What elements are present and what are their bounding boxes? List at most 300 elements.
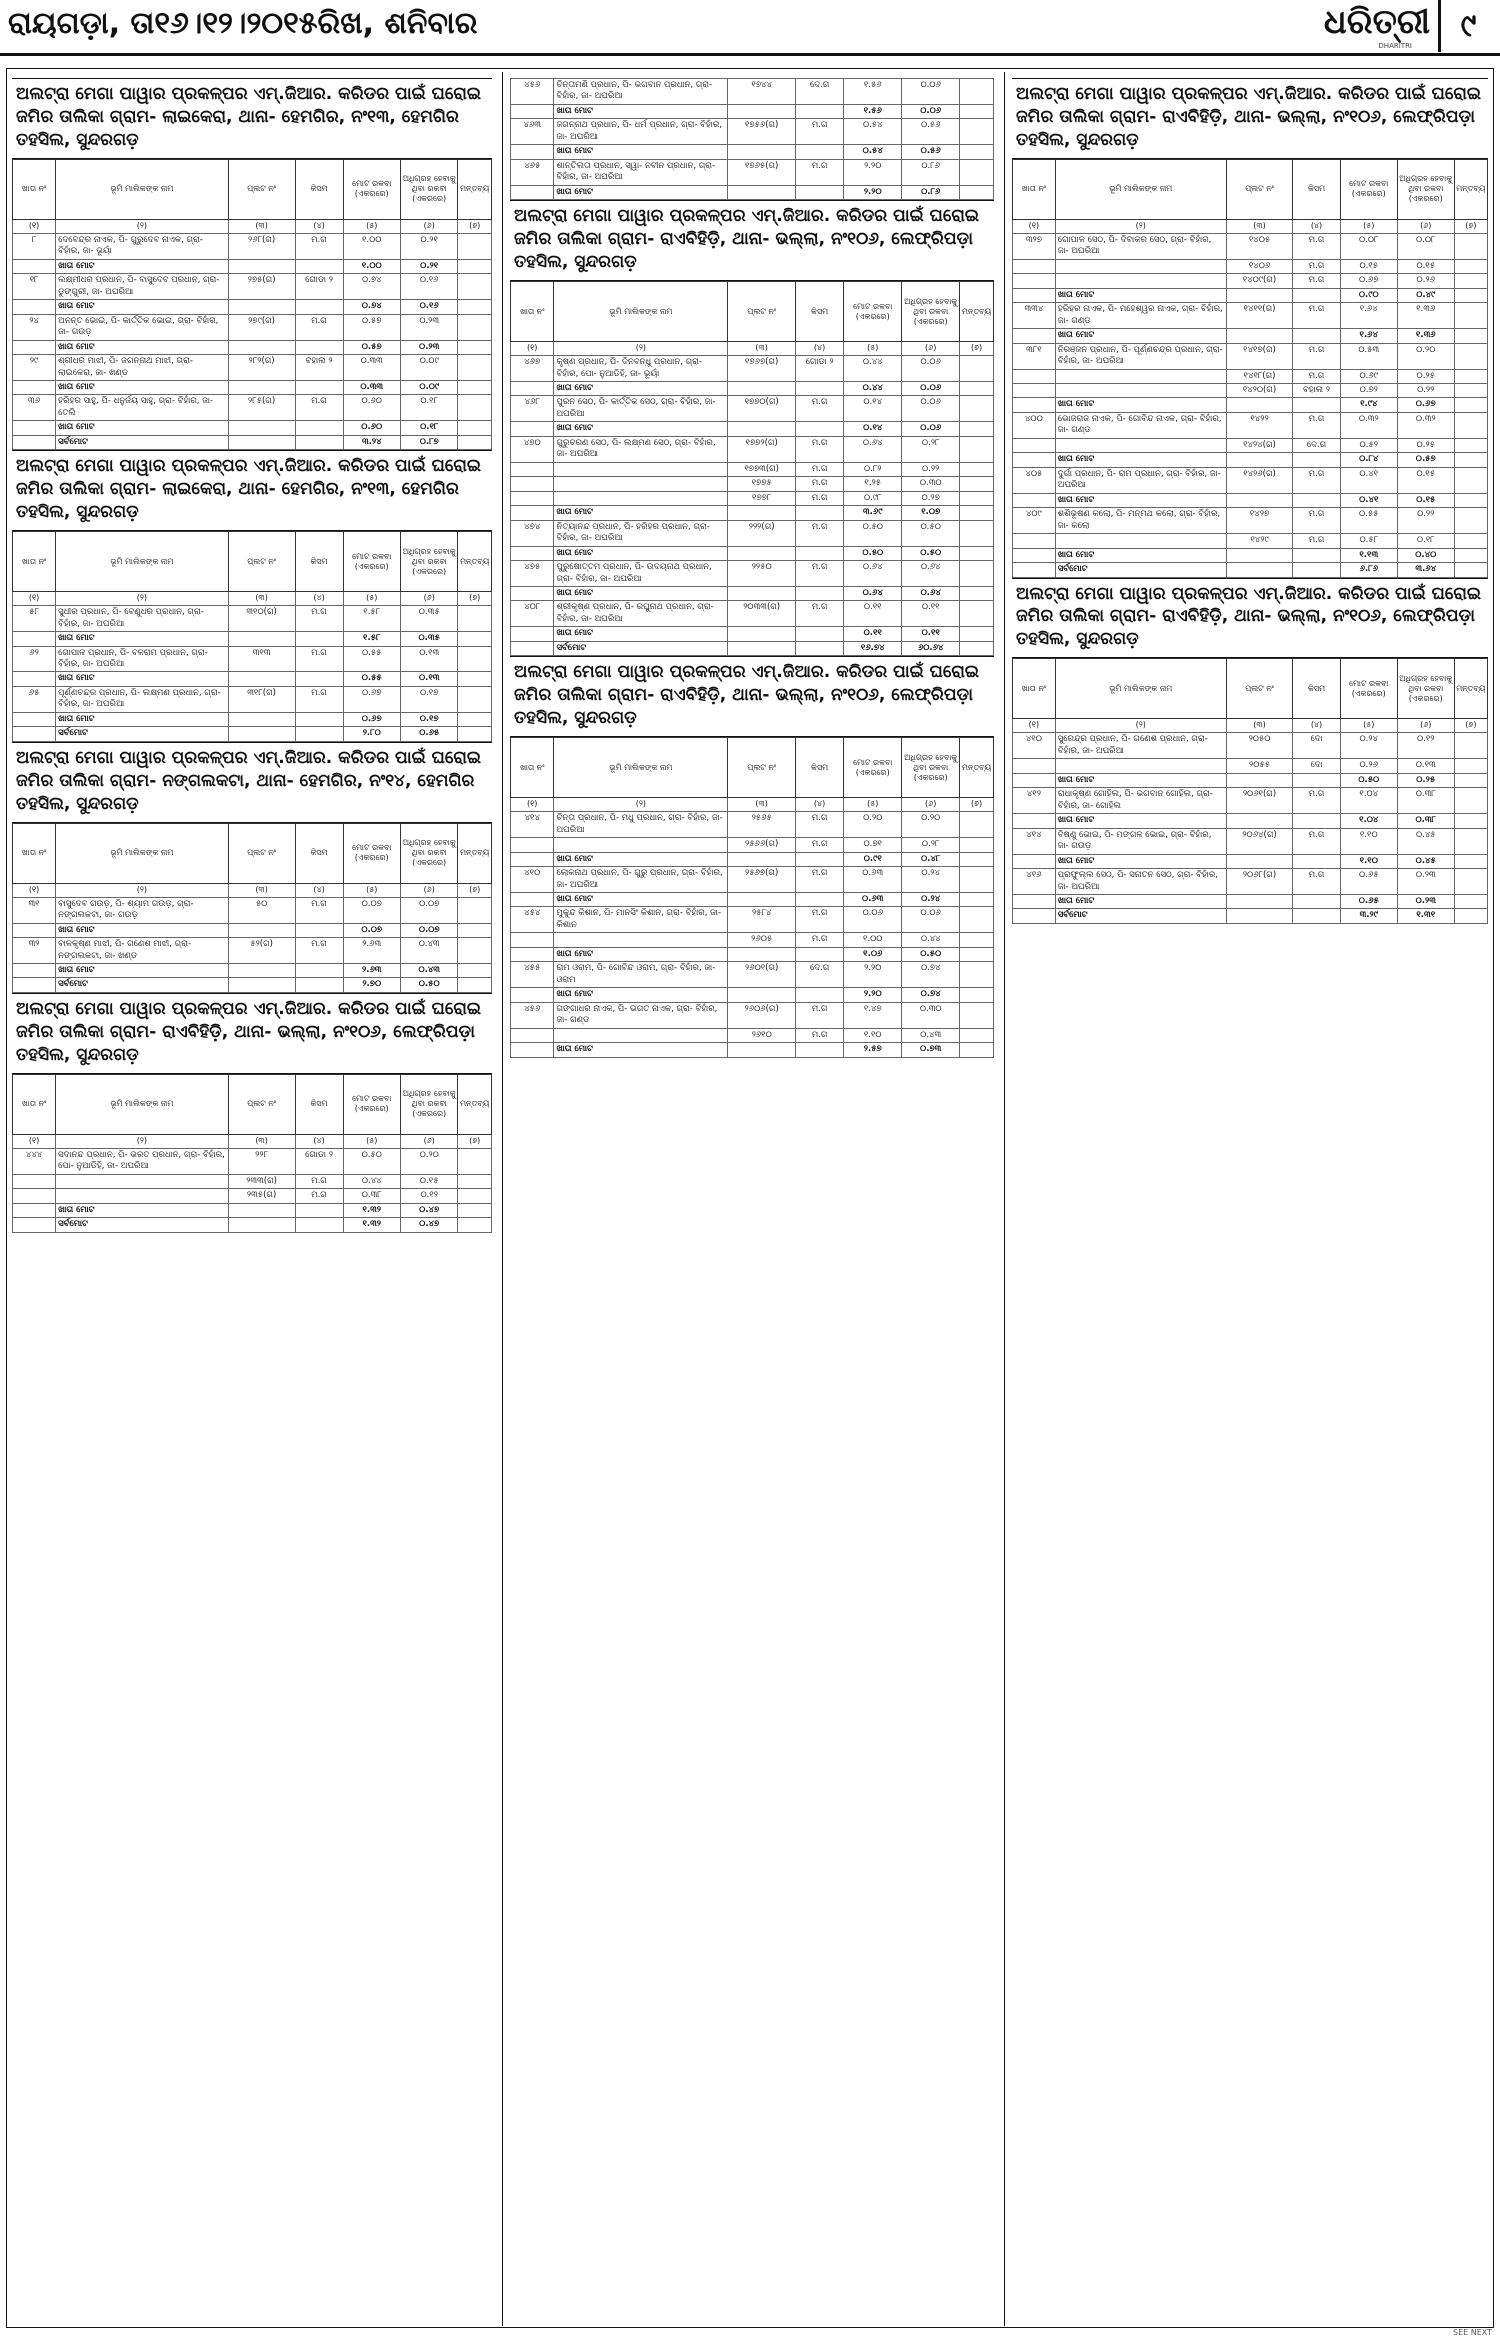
table-cell: ୦.୫୬: [902, 119, 960, 145]
table-cell: ୧୭୬୭(ଗ): [728, 356, 796, 382]
table-cell: [458, 233, 492, 259]
land-table: [1012, 658, 1488, 924]
table-row: [511, 838, 994, 852]
table-cell: ୩୨୭: [1013, 233, 1056, 259]
table-cell: [1454, 828, 1487, 854]
table-cell: [1013, 909, 1056, 923]
table-cell: ମ.ଗ: [295, 646, 343, 672]
table-cell: ୦.୦୮: [1397, 233, 1454, 259]
table-row: [1013, 788, 1488, 814]
table-cell: ୦.୩୨: [1340, 412, 1397, 438]
table-cell: [960, 1028, 994, 1042]
table-cell: ୦.୧୧: [902, 627, 960, 641]
table-cell: [960, 159, 994, 185]
table-cell: ୦.୨୦: [902, 812, 960, 838]
table-cell: [228, 1203, 295, 1217]
column-number: (୪): [795, 342, 843, 356]
table-cell: ଖାତା ମୋଟ: [554, 145, 728, 159]
table-cell: [728, 852, 796, 866]
table-cell: [1055, 438, 1226, 452]
table-cell: ୨୩୫(ଗ): [228, 1189, 295, 1203]
column-number: (୪): [1293, 719, 1341, 733]
table-row: [511, 852, 994, 866]
table-cell: ମ.ଗ: [1293, 869, 1341, 895]
table-cell: ସର୍ବମୋଟ: [554, 641, 728, 655]
table-cell: [1013, 548, 1056, 562]
table-row: [13, 1174, 492, 1188]
notice-title: ଅଲଟ୍ରା ମେଗା ପାୱାର ପ୍ରକଳ୍ପର ଏମ୍.ଜିଆର. କରିଡର ପାଇଁ ଘରୋଇ ଜମିର ତାଲିକା ଗ୍ରାମ- ରାଏବିହିଡ଼ି, ଥାନା- ଭଲ୍ଲା, ନଂ୧୦୬, ଲେଫ୍ରିପଡ଼ା ତହସିଲ, ସୁନ୍ଦରଗଡ଼: [510, 656, 994, 737]
table-cell: [458, 672, 492, 686]
table-cell: [1293, 398, 1341, 412]
table-row: [13, 300, 492, 314]
table-cell: ୧.୫୬: [844, 79, 902, 105]
table-header-row: [511, 282, 994, 342]
table-cell: ସର୍ବମୋଟ: [56, 435, 228, 449]
table-cell: [1226, 548, 1293, 562]
table-cell: [1013, 329, 1056, 343]
table-cell: ୦.୨୦: [400, 1148, 457, 1174]
column-number: (୭): [960, 342, 994, 356]
table-cell: ୪୬୩: [511, 119, 554, 145]
table-cell: [1226, 493, 1293, 507]
table-row: [13, 314, 492, 340]
notice-block: [12, 742, 492, 993]
table-cell: [511, 838, 554, 852]
table-cell: ହରିହର ସାହୁ, ପି- ଧନୁର୍ଜୟ ସାହୁ, ଗ୍ରା- ବିହାଁର, ଜା- ତେଲି: [56, 395, 228, 421]
table-cell: [960, 79, 994, 105]
table-row: [511, 907, 994, 933]
column-header: ମନ୍ତବ୍ୟ: [458, 159, 492, 219]
table-cell: ୦.୫୦: [343, 1148, 400, 1174]
table-cell: [13, 1203, 56, 1217]
table-cell: ସର୍ବମୋଟ: [1055, 563, 1226, 577]
table-cell: [1226, 563, 1293, 577]
table-row: [1013, 869, 1488, 895]
column-header: କିସମ: [295, 532, 343, 592]
table-cell: [458, 340, 492, 354]
table-cell: ୧.୬୪: [1340, 303, 1397, 329]
table-row: [13, 1189, 492, 1203]
table-cell: ୦.୩୫: [400, 632, 457, 646]
table-cell: ୪୭୫: [511, 561, 554, 587]
table-cell: ୨୦୫୫: [1226, 759, 1293, 773]
table-cell: ୪୧୪: [511, 812, 554, 838]
column-header: ଭୂମି ମାଲିକଙ୍କ ନାମ: [1055, 659, 1226, 719]
table-cell: ଭୋଜରାଜ ନାଏକ, ପି- ଗୋବିନ୍ଦ ନାଏକ, ଗ୍ରା- ବିହାଁର, ଜା- ଗଣ୍ଡ: [1055, 412, 1226, 438]
table-cell: ୦.୪୩: [400, 938, 457, 964]
notice-title: ଅଲଟ୍ରା ମେଗା ପାୱାର ପ୍ରକଳ୍ପର ଏମ୍.ଜିଆର. କରିଡର ପାଇଁ ଘରୋଇ ଜମିର ତାଲିକା ଗ୍ରାମ- ନଙ୍ଗଲକଟା, ଥାନା- ହେମଗିର, ନଂ୧୪, ହେମଗିର ତହସିଲ, ସୁନ୍ଦରଗଡ଼: [12, 742, 492, 823]
table-cell: ସର୍ବମୋଟ: [1055, 909, 1226, 923]
table-cell: ଶ୍ରୀକୃଷ୍ଣ ପ୍ରଧାନ, ପି- ରଘୁନାଥ ପ୍ରଧାନ, ଗ୍ରା- ବିହାଁର, ଜା- ଅଘରିଆ: [554, 601, 728, 627]
table-row: [13, 1203, 492, 1217]
table-cell: ୦.୯୦: [1340, 288, 1397, 302]
table-cell: ୨.୨୦: [844, 962, 902, 988]
table-cell: [960, 462, 994, 476]
notice-block: [12, 993, 492, 1233]
table-cell: ୨୮୫(ଗ): [228, 395, 295, 421]
table-cell: ୦.୨୪: [902, 867, 960, 893]
table-row: [1013, 383, 1488, 397]
table-cell: ୨୫୮୪: [728, 907, 796, 933]
column-header: କିସମ: [795, 738, 843, 798]
table-cell: ୦.୩୩: [343, 380, 400, 394]
table-cell: [1013, 288, 1056, 302]
column-header: ଭୂମି ମାଲିକଙ୍କ ନାମ: [1055, 159, 1226, 219]
table-row: [511, 396, 994, 422]
column-number: (୬): [400, 1134, 457, 1148]
table-cell: ୨.୨୦: [844, 159, 902, 185]
column-number: (୨): [1055, 719, 1226, 733]
table-row: [13, 1218, 492, 1232]
table-cell: [1013, 534, 1056, 548]
table-cell: ୩.୨୪: [343, 435, 400, 449]
table-row: [1013, 534, 1488, 548]
table-row: [511, 561, 994, 587]
table-cell: ୪୧୦: [511, 867, 554, 893]
table-cell: ୨୩୩(ଗ): [228, 1174, 295, 1188]
table-cell: ୦.୩୦: [902, 1002, 960, 1028]
column-3: [1012, 78, 1488, 924]
table-cell: ୨୫୬୬(ଗ): [728, 838, 796, 852]
table-cell: [458, 259, 492, 273]
table-cell: [960, 381, 994, 395]
column-number: (୩): [728, 798, 796, 812]
table-cell: [511, 145, 554, 159]
table-cell: [795, 422, 843, 436]
notice-block: [510, 656, 994, 1057]
table-cell: ୦.୫୫: [343, 646, 400, 672]
dateline: ରାୟଗଡ଼ା, ତା୧୬।୧୨।୨୦୧୫ରିଖ, ଶନିବାର: [8, 6, 478, 41]
table-header-row: [13, 532, 492, 592]
table-cell: [960, 477, 994, 491]
column-header: ଖାତା ନଂ: [13, 1074, 56, 1134]
table-row: [1013, 438, 1488, 452]
table-cell: [1226, 854, 1293, 868]
table-cell: [1013, 259, 1056, 273]
table-cell: ୦.୨୫: [1397, 369, 1454, 383]
table-cell: ୨୭୯(ଗ): [228, 314, 295, 340]
column-header: ମୋଟ ରକବା (ଏକରରେ): [343, 823, 400, 883]
table-cell: ମ.ଗ: [795, 907, 843, 933]
table-cell: [960, 892, 994, 906]
table-cell: ୦.୧୪: [844, 396, 902, 422]
column-header: ମୋଟ ରକବା (ଏକରରେ): [1340, 159, 1397, 219]
table-cell: [511, 627, 554, 641]
column-header: ମୋଟ ରକବା (ଏକରରେ): [1340, 659, 1397, 719]
table-cell: ୦.୦୯: [400, 380, 457, 394]
column-number: (୬): [400, 592, 457, 606]
column-header: ଅଧିଗ୍ରହ ହେବାକୁ ଥିବା ରକବା (ଏକରରେ): [902, 282, 960, 342]
column-header: ଭୂମି ମାଲିକଙ୍କ ନାମ: [554, 282, 728, 342]
table-row: [13, 395, 492, 421]
table-cell: ଖାତା ମୋଟ: [56, 340, 228, 354]
table-cell: ଖାତା ମୋଟ: [56, 923, 228, 937]
table-cell: ୨.୭୦: [343, 978, 400, 992]
table-cell: ୦.୧୭: [400, 686, 457, 712]
column-header: ପ୍ଲଟ ନଂ: [728, 282, 796, 342]
table-cell: ଶ୍ରୀଧର ମାଝୀ, ପି- ଜଗନ୍ନାଥ ମାଝୀ, ଗ୍ରା- ଲାଇକେରା, ଜା- ଖଣ୍ଡ: [56, 355, 228, 381]
table-cell: [458, 380, 492, 394]
table-cell: [511, 933, 554, 947]
column-number-row: [511, 342, 994, 356]
column-2: [510, 78, 994, 1058]
table-cell: ୦.୧୫: [1397, 467, 1454, 493]
table-cell: ମ.ଗ: [1293, 534, 1341, 548]
table-cell: [554, 1028, 728, 1042]
table-cell: ୦.୬୩: [844, 867, 902, 893]
column-header: ମୋଟ ରକବା (ଏକରରେ): [844, 282, 902, 342]
table-cell: ମ.ଗ: [1293, 259, 1341, 273]
table-cell: [511, 947, 554, 961]
table-cell: ୦.୭୩: [902, 1043, 960, 1057]
table-cell: ୨୦୬୪(ଗ): [1226, 828, 1293, 854]
table-cell: [728, 506, 796, 520]
table-cell: [728, 422, 796, 436]
table-cell: ଖାତା ମୋଟ: [56, 300, 228, 314]
table-cell: [1454, 259, 1487, 273]
table-cell: ମ.ଗ: [295, 1189, 343, 1203]
table-cell: [1454, 303, 1487, 329]
table-cell: ୧.୩୬: [1397, 303, 1454, 329]
table-row: [1013, 453, 1488, 467]
notice-block: [510, 200, 994, 656]
table-cell: ୧୭୭୩(ଗ): [728, 462, 796, 476]
table-cell: ବହାଲ ୨: [295, 355, 343, 381]
table-cell: ୬୨: [13, 646, 56, 672]
table-cell: [1013, 854, 1056, 868]
table-cell: ୦.୫୫: [343, 672, 400, 686]
table-row: [1013, 563, 1488, 577]
table-cell: ୨୦୫୦: [1226, 733, 1293, 759]
table-row: [511, 520, 994, 546]
table-cell: [1454, 773, 1487, 787]
table-cell: ମ.ଗ: [295, 897, 343, 923]
table-cell: ୪୫୪: [511, 907, 554, 933]
column-number: (୨): [56, 219, 228, 233]
table-cell: [1454, 534, 1487, 548]
table-row: [13, 686, 492, 712]
table-row: [13, 233, 492, 259]
table-row: [1013, 412, 1488, 438]
table-cell: ୦.୪୪: [844, 356, 902, 382]
table-cell: ଖାତା ମୋଟ: [56, 963, 228, 977]
table-cell: ୦.୦୬: [902, 907, 960, 933]
table-cell: [1293, 854, 1341, 868]
table-cell: [458, 1174, 492, 1188]
table-cell: ମ.ଗ: [795, 933, 843, 947]
table-row: [511, 79, 994, 105]
table-cell: ୦.୨୧: [400, 233, 457, 259]
table-cell: [960, 641, 994, 655]
table-row: [13, 727, 492, 741]
table-cell: [13, 672, 56, 686]
table-cell: ସୁରେନ୍ଦ୍ର ପ୍ରଧାନ, ପି- ଗଣେଶ ପ୍ରଧାନ, ଗ୍ରା- ବିହାଁର, ଜା- ଅଘରିଆ: [1055, 733, 1226, 759]
table-cell: ୦.୬୪: [844, 561, 902, 587]
table-cell: ୦.୨୨: [902, 462, 960, 476]
table-header-row: [1013, 159, 1488, 219]
column-number: (୧): [13, 592, 56, 606]
table-cell: [228, 963, 295, 977]
table-cell: ରାମ ଓରାମ, ପି- ଗୋବିନ୍ଦ ଓରାମ, ଗ୍ରା- ବିହାଁର, ଜା- ଓରାମ: [554, 962, 728, 988]
column-header: କିସମ: [1293, 159, 1341, 219]
table-cell: [1293, 288, 1341, 302]
page-number: ୯: [1438, 0, 1496, 52]
table-cell: ଖାତା ମୋଟ: [56, 1203, 228, 1217]
table-cell: ମ.ଗ: [795, 462, 843, 476]
table-cell: [1013, 493, 1056, 507]
table-cell: [511, 641, 554, 655]
table-cell: ସର୍ବମୋଟ: [56, 727, 228, 741]
column-number: (୧): [511, 342, 554, 356]
table-cell: ମ.ଗ: [795, 838, 843, 852]
table-cell: [1454, 759, 1487, 773]
column-header: ପ୍ଲଟ ନଂ: [228, 159, 295, 219]
notice-title: ଅଲଟ୍ରା ମେଗା ପାୱାର ପ୍ରକଳ୍ପର ଏମ୍.ଜିଆର. କରିଡର ପାଇଁ ଘରୋଇ ଜମିର ତାଲିକା ଗ୍ରାମ- ଲାଇକେରା, ଥାନା- ହେମଗିର, ନଂ୧୩, ହେମଗିର ତହସିଲ, ସୁନ୍ଦରଗଡ଼: [12, 450, 492, 531]
table-cell: ୩୧: [13, 897, 56, 923]
column-header: ଭୂମି ମାଲିକଙ୍କ ନାମ: [56, 1074, 228, 1134]
table-cell: ୨୪: [13, 314, 56, 340]
table-row: [1013, 894, 1488, 908]
table-cell: [1454, 233, 1487, 259]
table-cell: ଖାତା ମୋଟ: [56, 380, 228, 394]
column-header: ଭୂମି ମାଲିକଙ୍କ ନାମ: [56, 159, 228, 219]
table-cell: ୪୧୪: [1013, 828, 1056, 854]
table-cell: ୧୭୭୮: [728, 491, 796, 505]
table-cell: ୧୭୭୫: [728, 477, 796, 491]
table-cell: [960, 546, 994, 560]
table-cell: ୦.୬୭: [1397, 398, 1454, 412]
table-cell: ୧.୦୦: [343, 233, 400, 259]
table-cell: [960, 561, 994, 587]
table-cell: [458, 978, 492, 992]
table-cell: ୦.୨୪: [1340, 733, 1397, 759]
table-cell: ୨.୫୭: [844, 1043, 902, 1057]
table-cell: ୩.୨୯: [1340, 909, 1397, 923]
table-cell: [1226, 329, 1293, 343]
table-cell: [13, 727, 56, 741]
column-number-row: [13, 883, 492, 897]
table-cell: ୦.୦୭: [400, 923, 457, 937]
column-header: କିସମ: [295, 823, 343, 883]
table-cell: [1454, 329, 1487, 343]
column-number: (୪): [1293, 219, 1341, 233]
table-header-row: [13, 1074, 492, 1134]
table-cell: ୦.୧୫: [1340, 259, 1397, 273]
notice-block: [1012, 578, 1488, 924]
table-cell: ୦.୭୪: [902, 988, 960, 1002]
table-row: [511, 436, 994, 462]
notice-block: [12, 450, 492, 742]
table-cell: [511, 422, 554, 436]
table-cell: [1293, 329, 1341, 343]
table-cell: ୨.୬୩: [343, 963, 400, 977]
notice-title: ଅଲଟ୍ରା ମେଗା ପାୱାର ପ୍ରକଳ୍ପର ଏମ୍.ଜିଆର. କରିଡର ପାଇଁ ଘରୋଇ ଜମିର ତାଲିକା ଗ୍ରାମ- ରାଏବିହିଡ଼ି, ଥାନା- ଭଲ୍ଲା, ନଂ୧୦୬, ଲେଫ୍ରିପଡ଼ା ତହସିଲ, ସୁନ୍ଦରଗଡ଼: [12, 993, 492, 1074]
table-cell: ଖାତା ମୋଟ: [554, 852, 728, 866]
column-header: ମୋଟ ରକବା (ଏକରରେ): [343, 1074, 400, 1134]
table-cell: ୦.୫୪: [844, 145, 902, 159]
table-cell: ୦.୨୩: [400, 314, 457, 340]
column-header: ଅଧିଗ୍ରହ ହେବାକୁ ଥିବା ରକବା (ଏକରରେ): [400, 159, 457, 219]
table-cell: ୦.୭୨: [1340, 383, 1397, 397]
table-cell: ଶାନ୍ତିଲତା ପ୍ରଧାନ, ସ୍ୱା- ନବୀନ ପ୍ରଧାନ, ଗ୍ରା- ବିହାଁର, ଜା- ଅଘରିଆ: [554, 159, 728, 185]
table-cell: ୦.୮୨: [844, 462, 902, 476]
table-cell: ୦.୧୩: [400, 646, 457, 672]
table-cell: ୨.୨୦: [844, 185, 902, 199]
table-row: [511, 962, 994, 988]
table-cell: ଦୋ: [1293, 733, 1341, 759]
column-header: ମନ୍ତବ୍ୟ: [1454, 659, 1487, 719]
table-cell: ଖାତା ମୋଟ: [554, 892, 728, 906]
table-cell: ସର୍ବମୋଟ: [56, 978, 228, 992]
table-cell: ମ.ଗ: [1293, 369, 1341, 383]
table-cell: ୦.୧୮: [400, 421, 457, 435]
table-cell: [960, 988, 994, 1002]
column-header: ଖାତା ନଂ: [1013, 659, 1056, 719]
table-cell: ୦.୧୫: [400, 1174, 457, 1188]
table-row: [1013, 828, 1488, 854]
column-header: ପ୍ଲଟ ନଂ: [728, 738, 796, 798]
table-cell: [458, 314, 492, 340]
column-number: (୭): [458, 883, 492, 897]
table-cell: ମ.ଗ: [795, 491, 843, 505]
table-cell: ୬.୮୬: [1340, 563, 1397, 577]
column-number: (୪): [295, 883, 343, 897]
column-number: (୬): [400, 219, 457, 233]
table-cell: [228, 923, 295, 937]
table-cell: ମ.ଗ: [795, 1028, 843, 1042]
table-cell: ଦେବେନ୍ଦ୍ର ନାଏକ, ପି- ଗୁରୁଦେବ ନାଏକ, ଗ୍ରା- ବିହାଁର, ଜା- ଭୂୟାଁ: [56, 233, 228, 259]
land-table: [510, 78, 994, 200]
table-cell: [728, 947, 796, 961]
column-number: (୫): [1340, 219, 1397, 233]
table-cell: [1454, 398, 1487, 412]
table-cell: ସଦାନନ୍ଦ ପ୍ରଧାନ, ପି- ଭରତ ପ୍ରଧାନ, ଗ୍ରା- ବିହାଁର, ପୋ- ନୁଆଡିହି, ଜା- ଅଘରିଆ: [56, 1148, 228, 1174]
column-number: (୬): [902, 342, 960, 356]
table-cell: ୦.୪୫: [1397, 828, 1454, 854]
table-cell: [960, 587, 994, 601]
table-cell: ମ.ଗ: [295, 1174, 343, 1188]
table-cell: [228, 712, 295, 726]
table-cell: [960, 119, 994, 145]
table-cell: ୧.୧୦: [844, 1028, 902, 1042]
table-cell: ୦.୪୪: [844, 381, 902, 395]
table-cell: [511, 1043, 554, 1057]
table-cell: ୨୭୫(ଗ): [228, 274, 295, 300]
table-row: [1013, 467, 1488, 493]
table-cell: ୧୪୧୧(ଗ): [1226, 303, 1293, 329]
table-cell: [511, 506, 554, 520]
table-cell: [1013, 383, 1056, 397]
column-number: (୪): [295, 1134, 343, 1148]
table-cell: [960, 104, 994, 118]
land-table: [12, 1074, 492, 1233]
table-cell: ୪୧୬: [1013, 869, 1056, 895]
table-cell: ୪୭୪: [511, 520, 554, 546]
table-cell: [960, 867, 994, 893]
table-cell: ୧.୫୬: [844, 104, 902, 118]
table-cell: [295, 435, 343, 449]
table-cell: [554, 462, 728, 476]
column-number: (୫): [343, 219, 400, 233]
table-cell: [458, 923, 492, 937]
table-cell: [511, 491, 554, 505]
table-cell: ୫୨(ଗ): [228, 938, 295, 964]
table-cell: [1013, 438, 1056, 452]
table-cell: ବିଷ୍ଣୁ ଭୋଇ, ପି- ମଙ୍ଗଳ ଭୋଇ, ଗ୍ରା- ବିହାଁର, ଜା- ଗଉଡ଼: [1055, 828, 1226, 854]
table-cell: [458, 300, 492, 314]
table-cell: ଖାତା ମୋଟ: [1055, 288, 1226, 302]
table-cell: [1013, 563, 1056, 577]
